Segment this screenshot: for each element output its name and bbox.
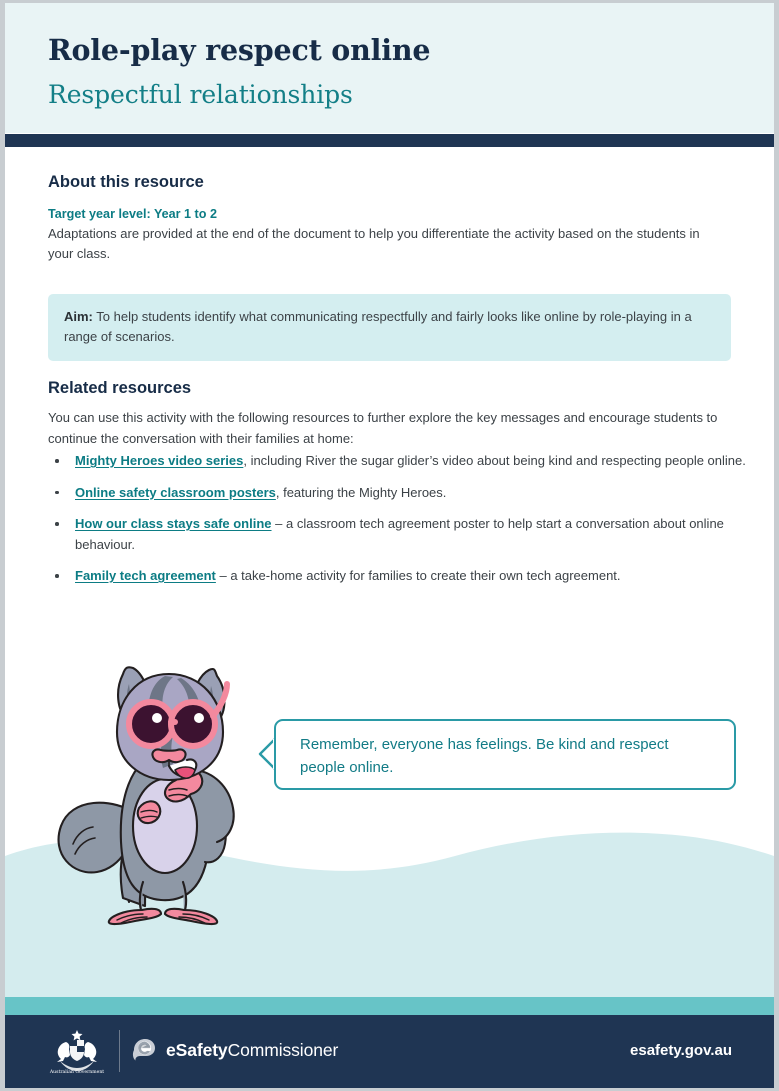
river-sugar-glider-illustration [49,658,274,926]
esafety-wordmark [166,1040,338,1061]
related-resources-heading: Related resources [48,379,192,397]
list-item [48,483,748,504]
page-subtitle: Respectful relationships [48,80,353,109]
list-item [48,514,748,555]
aim-callout-box [48,294,731,361]
footer-url: esafety.gov.au [630,1042,732,1059]
esafety-brand-light: Commissioner [227,1039,339,1060]
bullet-icon [55,522,59,526]
related-resources-list [48,451,748,598]
list-item-text: , including River the sugar glider’s video about being kind and respecting people online. [243,453,746,468]
resource-link-mighty-heroes[interactable]: Mighty Heroes video series [75,453,244,468]
aim-label: Aim: [64,309,93,324]
target-year-level: Target year level: Year 1 to 2 [48,207,217,221]
list-item-text: , featuring the Mighty Heroes. [275,484,447,500]
header-divider-bar [5,134,774,147]
aim-body: To help students identify what communicating respectfully and fairly looks like online by role-playing in a range of scenarios. [64,309,692,344]
esafety-swoosh-icon [131,1037,157,1063]
about-heading: About this resource [48,173,204,191]
page-sheet [5,3,774,1088]
esafety-logo [131,1037,338,1063]
speech-bubble-text: Remember, everyone has feelings. Be kind and respect people online. [300,736,669,776]
about-description: Adaptations are provided at the end of the document to help you differentiate the activity based on the students in your class. [48,226,700,261]
speech-bubble [274,719,736,790]
page-title: Role-play respect online [48,33,431,67]
footer-divider [119,1030,120,1072]
list-item-text: – a take-home activity for families to create their own tech agreement. [215,568,621,583]
resource-link-class-stays-safe[interactable]: How our class stays safe online [75,516,272,531]
bullet-icon [55,574,59,578]
related-resources-intro: You can use this activity with the following resources to further explore the key messages and encourage students to continue the conversation with their families at home: [48,410,718,446]
crest-caption: Australian Government [49,1070,105,1074]
list-item-text: – a classroom tech agreement poster to help start a conversation about online behaviour. [75,516,724,552]
resource-link-classroom-posters[interactable]: Online safety classroom posters [75,484,276,500]
resource-link-family-tech-agreement[interactable]: Family tech agreement [75,568,216,583]
list-item [48,451,748,472]
australian-government-crest-icon [46,1028,108,1074]
esafety-brand-bold: eSafety [166,1039,228,1060]
document-header [5,3,774,133]
list-item [48,566,748,587]
bullet-icon [55,459,59,463]
aim-text [64,307,715,347]
bullet-icon [55,491,59,495]
teal-accent-band [5,997,774,1015]
